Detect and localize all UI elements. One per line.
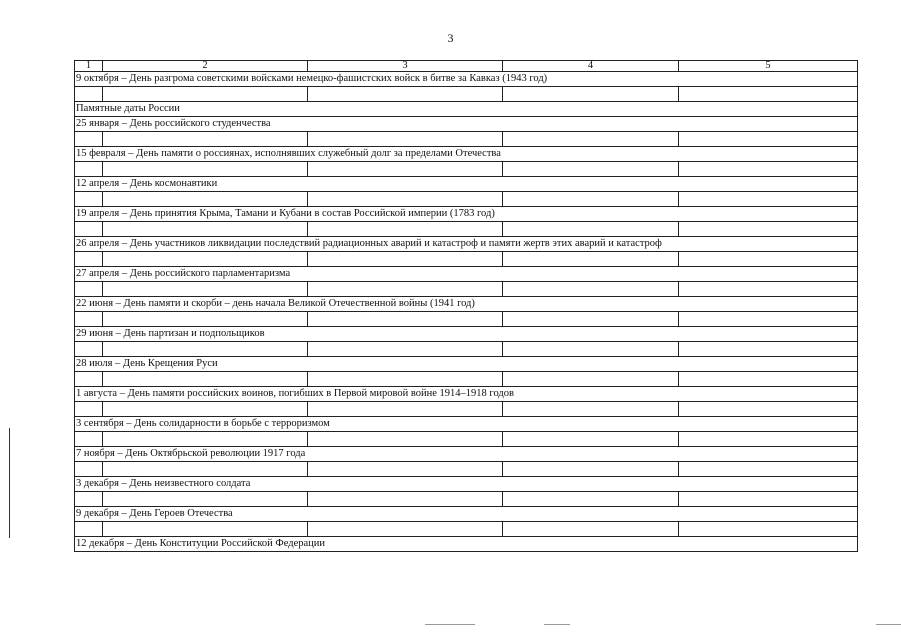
event-label: 26 апреля – День участников ликвидации последствий радиационных аварий и катастроф и памяти жертв этих аварий и катастроф [75, 237, 858, 252]
empty-cell [308, 252, 503, 267]
empty-cell [103, 372, 308, 387]
empty-cell [103, 162, 308, 177]
event-label: 15 февраля – День памяти о россиянах, исполнявших служебный долг за пределами Отечества [75, 147, 858, 162]
empty-cell [503, 462, 679, 477]
empty-cell [308, 432, 503, 447]
empty-cell [503, 192, 679, 207]
table-row-blank [75, 312, 858, 327]
empty-cell [308, 162, 503, 177]
table-row [75, 387, 858, 402]
empty-cell [103, 492, 308, 507]
event-label: 9 октября – День разгрома советскими войсками немецко-фашистских войск в битве за Кавказ (1943 год) [75, 72, 858, 87]
event-label: 3 декабря – День неизвестного солдата [75, 477, 858, 492]
empty-cell [308, 192, 503, 207]
column-number-row [75, 61, 858, 72]
empty-cell [679, 87, 858, 102]
empty-cell [679, 312, 858, 327]
event-label: 1 августа – День памяти российских воинов, погибших в Первой мировой войне 1914–1918 годов [75, 387, 858, 402]
table-row [75, 327, 858, 342]
empty-cell [308, 312, 503, 327]
empty-cell [308, 222, 503, 237]
empty-cell [503, 162, 679, 177]
empty-cell [308, 492, 503, 507]
table-row-blank [75, 162, 858, 177]
empty-cell [308, 402, 503, 417]
table-row-blank [75, 432, 858, 447]
column-header-4: 4 [503, 61, 679, 72]
empty-cell [679, 222, 858, 237]
table-row-blank [75, 222, 858, 237]
table-row [75, 447, 858, 462]
empty-cell [679, 252, 858, 267]
empty-cell [75, 192, 103, 207]
empty-cell [103, 402, 308, 417]
table-row-blank [75, 522, 858, 537]
empty-cell [679, 462, 858, 477]
table-row [75, 297, 858, 312]
table-row [75, 417, 858, 432]
empty-cell [75, 342, 103, 357]
empty-cell [103, 222, 308, 237]
table-row [75, 117, 858, 132]
scan-artifact-line [425, 624, 475, 625]
table-row [75, 177, 858, 192]
empty-cell [75, 432, 103, 447]
table-row [75, 207, 858, 222]
empty-cell [679, 342, 858, 357]
empty-cell [679, 282, 858, 297]
empty-cell [103, 342, 308, 357]
empty-cell [503, 432, 679, 447]
table-row [75, 237, 858, 252]
empty-cell [308, 132, 503, 147]
table-row-blank [75, 282, 858, 297]
event-label: 22 июня – День памяти и скорби – день начала Великой Отечественной войны (1941 год) [75, 297, 858, 312]
empty-cell [308, 342, 503, 357]
event-label: 7 ноября – День Октябрьской революции 1917 года [75, 447, 858, 462]
table-row-blank [75, 87, 858, 102]
section-row [75, 102, 858, 117]
table-row [75, 477, 858, 492]
empty-cell [308, 372, 503, 387]
column-header-2: 2 [103, 61, 308, 72]
empty-cell [103, 282, 308, 297]
empty-cell [503, 132, 679, 147]
table-row-blank [75, 462, 858, 477]
empty-cell [503, 342, 679, 357]
empty-cell [103, 87, 308, 102]
event-label: 9 декабря – День Героев Отечества [75, 507, 858, 522]
empty-cell [679, 162, 858, 177]
empty-cell [679, 402, 858, 417]
empty-cell [503, 372, 679, 387]
page-number: 3 [447, 31, 454, 45]
empty-cell [679, 192, 858, 207]
column-header-3: 3 [308, 61, 503, 72]
empty-cell [103, 462, 308, 477]
table-row [75, 267, 858, 282]
empty-cell [308, 462, 503, 477]
event-label: 12 декабря – День Конституции Российской Федерации [75, 537, 858, 552]
table-row-blank [75, 492, 858, 507]
empty-cell [503, 522, 679, 537]
empty-cell [103, 252, 308, 267]
column-header-1: 1 [75, 61, 103, 72]
empty-cell [103, 192, 308, 207]
event-label: 25 января – День российского студенчества [75, 117, 858, 132]
column-header-5: 5 [679, 61, 858, 72]
section-title: Памятные даты России [75, 102, 858, 117]
empty-cell [503, 492, 679, 507]
table-row-blank [75, 252, 858, 267]
empty-cell [75, 462, 103, 477]
event-label: 29 июня – День партизан и подпольщиков [75, 327, 858, 342]
empty-cell [75, 87, 103, 102]
table-row-blank [75, 372, 858, 387]
empty-cell [75, 132, 103, 147]
empty-cell [103, 522, 308, 537]
empty-cell [308, 282, 503, 297]
table-row-blank [75, 192, 858, 207]
table-row-blank [75, 132, 858, 147]
table-row [75, 357, 858, 372]
empty-cell [503, 282, 679, 297]
table-row [75, 507, 858, 522]
empty-cell [75, 492, 103, 507]
empty-cell [679, 372, 858, 387]
empty-cell [103, 132, 308, 147]
scan-artifact-line [876, 624, 901, 625]
empty-cell [75, 162, 103, 177]
margin-scan-line [9, 428, 10, 538]
empty-cell [503, 402, 679, 417]
event-label: 19 апреля – День принятия Крыма, Тамани и Кубани в состав Российской империи (1783 год) [75, 207, 858, 222]
empty-cell [503, 252, 679, 267]
empty-cell [308, 87, 503, 102]
empty-cell [75, 372, 103, 387]
event-label: 3 сентября – День солидарности в борьбе с терроризмом [75, 417, 858, 432]
table-body [75, 72, 858, 552]
empty-cell [503, 87, 679, 102]
table-row-blank [75, 342, 858, 357]
table-row [75, 72, 858, 87]
table-row [75, 147, 858, 162]
empty-cell [103, 432, 308, 447]
table-row-blank [75, 402, 858, 417]
event-label: 28 июля – День Крещения Руси [75, 357, 858, 372]
scan-artifact-line [544, 624, 570, 625]
empty-cell [503, 312, 679, 327]
empty-cell [75, 312, 103, 327]
table-row [75, 537, 858, 552]
empty-cell [503, 222, 679, 237]
memorable-dates-table [74, 60, 858, 552]
empty-cell [75, 282, 103, 297]
empty-cell [75, 252, 103, 267]
empty-cell [75, 522, 103, 537]
empty-cell [75, 402, 103, 417]
empty-cell [75, 222, 103, 237]
event-label: 12 апреля – День космонавтики [75, 177, 858, 192]
empty-cell [308, 522, 503, 537]
event-label: 27 апреля – День российского парламентаризма [75, 267, 858, 282]
empty-cell [679, 522, 858, 537]
empty-cell [679, 132, 858, 147]
empty-cell [103, 312, 308, 327]
empty-cell [679, 432, 858, 447]
empty-cell [679, 492, 858, 507]
